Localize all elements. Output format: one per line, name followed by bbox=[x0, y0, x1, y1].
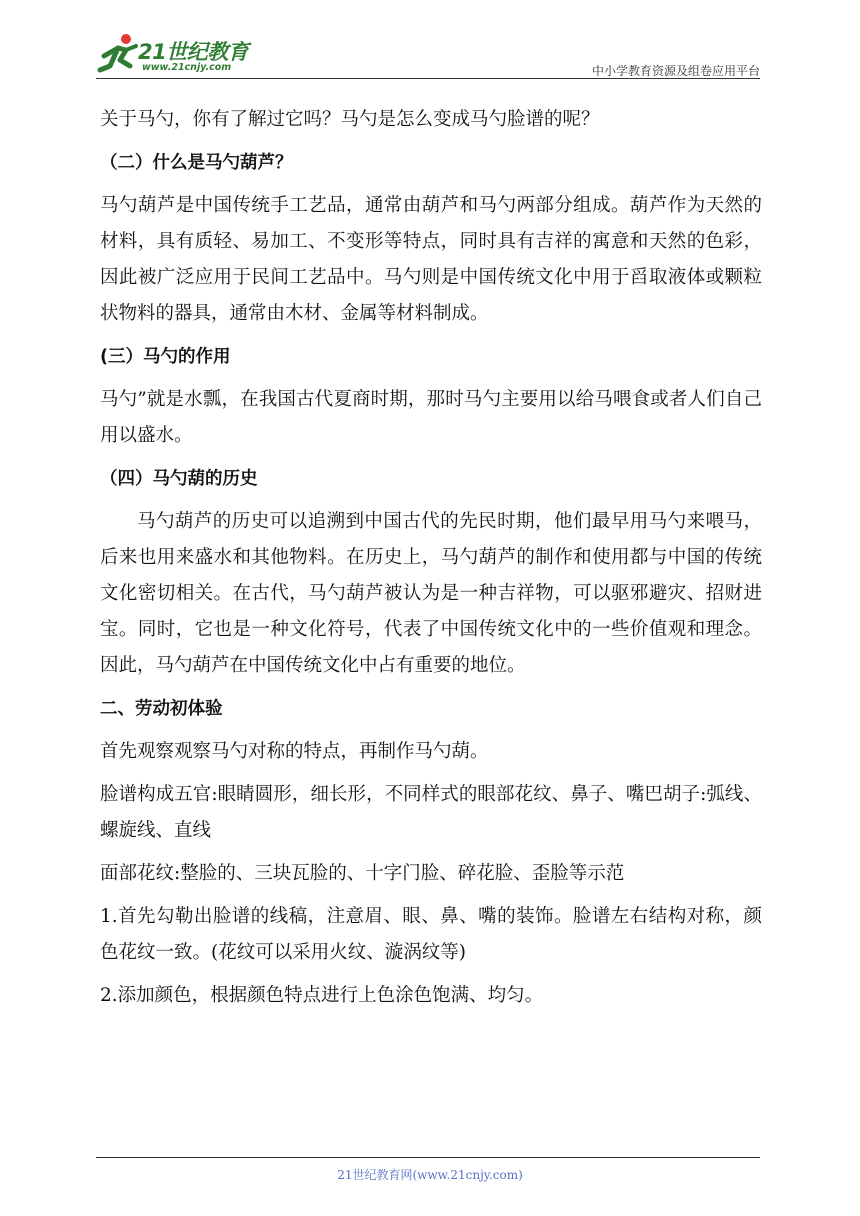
document-body bbox=[100, 102, 762, 1021]
site-logo bbox=[96, 30, 266, 78]
section-heading: （二）什么是马勺葫芦？ bbox=[100, 153, 293, 173]
logo-url: www.21cnjy.com bbox=[142, 62, 232, 73]
paragraph: 1.首先勾勒出脸谱的线稿，注意眉、眼、鼻、嘴的装饰。脸谱左右结构对称，颜色花纹一致。(花纹可以采用火纹、漩涡纹等) bbox=[100, 906, 762, 963]
paragraph: 脸谱构成五官:眼睛圆形，细长形，不同样式的眼部花纹、鼻子、嘴巴胡子:弧线、螺旋线、直线 bbox=[100, 784, 762, 841]
paragraph: 2.添加颜色，根据颜色特点进行上色涂色饱满、均匀。 bbox=[100, 985, 544, 1006]
paragraph: 关于马勺，你有了解过它吗？马勺是怎么变成马勺脸谱的呢？ bbox=[100, 109, 600, 130]
footer-text: 21世纪教育网(www.21cnjy.com) bbox=[337, 1168, 523, 1182]
section-heading: (三）马勺的作用 bbox=[100, 347, 231, 367]
paragraph: 面部花纹:整脸的、三块瓦脸的、十字门脸、碎花脸、歪脸等示范 bbox=[100, 863, 625, 884]
page-header bbox=[96, 30, 760, 80]
section-heading: 二、劳动初体验 bbox=[100, 699, 223, 719]
paragraph: 首先观察观察马勺对称的特点，再制作马勺葫。 bbox=[100, 741, 489, 762]
footer-divider bbox=[96, 1157, 760, 1158]
runner-logo-icon bbox=[96, 30, 142, 78]
paragraph: 马勺”就是水瓢，在我国古代夏商时期，那时马勺主要用以给马喂食或者人们自己用以盛水。 bbox=[100, 389, 762, 446]
header-divider bbox=[96, 78, 760, 79]
paragraph: 马勺葫芦是中国传统手工艺品，通常由葫芦和马勺两部分组成。葫芦作为天然的材料，具有质轻、易加工、不变形等特点，同时具有吉祥的寓意和天然的色彩，因此被广泛应用于民间工艺品中。马勺则是中国传统文化中用于舀取液体或颗粒状物料的器具，通常由木材、金属等材料制成。 bbox=[100, 195, 762, 324]
section-heading: （四）马勺葫的历史 bbox=[100, 469, 258, 489]
platform-name: 中小学教育资源及组卷应用平台 bbox=[591, 64, 760, 78]
paragraph: 马勺葫芦的历史可以追溯到中国古代的先民时期，他们最早用马勺来喂马，后来也用来盛水和其他物料。在历史上，马勺葫芦的制作和使用都与中国的传统文化密切相关。在古代，马勺葫芦被认为是一种吉祥物，可以驱邪避灾、招财进宝。同时，它也是一种文化符号，代表了中国传统文化中的一些价值观和理念。因此，马勺葫芦在中国传统文化中占有重要的地位。 bbox=[100, 511, 762, 676]
logo-text: 21世纪教育 bbox=[138, 40, 249, 64]
